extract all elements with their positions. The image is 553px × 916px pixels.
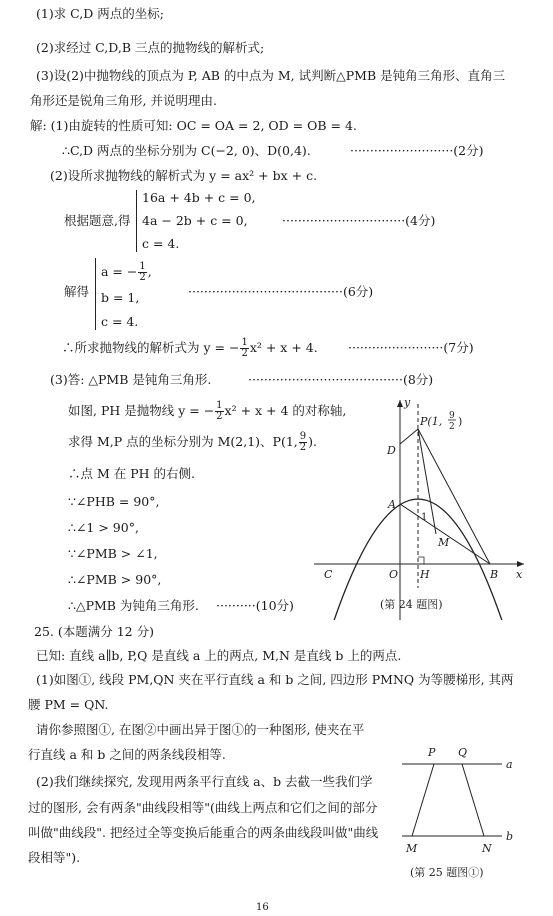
- system-a-eq-2: 4a − 2b + c = 0,: [142, 213, 248, 228]
- solution-line-6: 如图, PH 是抛物线 y = − $\frac{1}{2}$ x² + x + 4 的对称轴,: [68, 400, 347, 422]
- label-p-close: ): [458, 415, 463, 428]
- segment-pb: [418, 429, 490, 564]
- question-2: (2)求经过 C,D,B 三点的抛物线的解析式;: [36, 40, 265, 55]
- solution-line-13: ∴△PMB 为钝角三角形.: [68, 598, 199, 613]
- score-2: ··························(2分): [350, 143, 484, 158]
- page-number: 16: [256, 902, 269, 913]
- system-b-brace: [95, 258, 96, 330]
- label-q: Q: [458, 746, 468, 759]
- solution-line-5: (3)答: △PMB 是钝角三角形.: [50, 372, 212, 387]
- solution-line-12: ∴∠PMB > 90°,: [68, 572, 162, 587]
- right-angle-mark: [418, 557, 424, 564]
- problem-25-line-6: (2)我们继续探究, 发现用两条平行直线 a、b 去截一些我们学: [36, 774, 373, 789]
- label-o: O: [389, 568, 399, 581]
- label-b: B: [490, 568, 499, 581]
- solution-line-1: 解: (1)由旋转的性质可知: OC = OA = 2, OD = OB = 4.: [30, 118, 357, 133]
- score-7: ························(7分): [348, 340, 474, 355]
- problem-25-line-4: 请你参照图①, 在图②中画出异于图①的一种图形, 使夹在平: [36, 722, 365, 737]
- solution-line-11: ∵∠PMB > ∠1,: [68, 546, 158, 561]
- label-n: N: [482, 842, 492, 855]
- segment-qn: [462, 764, 484, 836]
- system-a-brace: [136, 190, 137, 252]
- question-3-line-b: 角形还是锐角三角形, 并说明理由.: [30, 93, 217, 108]
- segment-pm: [412, 764, 434, 836]
- solution-line-9: ∵∠PHB = 90°,: [68, 494, 160, 509]
- label-a: a: [506, 758, 513, 771]
- label-angle-1: 1: [421, 512, 428, 523]
- label-y: y: [404, 396, 411, 409]
- system-a-eq-1: 16a + 4b + c = 0,: [142, 190, 256, 205]
- solution-line-10: ∴∠1 > 90°,: [68, 520, 139, 535]
- label-p: P(1,: [420, 415, 443, 428]
- problem-25-line-3: 腰 PM = QN.: [28, 697, 109, 712]
- question-3-line-a: (3)设(2)中抛物线的顶点为 P, AB 的中点为 M, 试判断△PMB 是钝角三角形、直角三: [36, 68, 506, 83]
- system-b-eq-3: c = 4.: [101, 314, 139, 329]
- score-4: ·······························(4分): [282, 213, 436, 228]
- score-8: ·······································(8分): [248, 372, 434, 387]
- fraction: $\frac{9}{2}$: [299, 431, 307, 453]
- x-axis-arrow-icon: [517, 561, 524, 567]
- fraction: $\frac{1}{2}$: [216, 400, 223, 422]
- system-a-label: 根据题意,得: [64, 213, 131, 228]
- label-p-den: 2: [449, 422, 455, 432]
- problem-25-line-1: 已知: 直线 a∥b, P,Q 是直线 a 上的两点, M,N 是直线 b 上的两点.: [36, 648, 402, 663]
- problem-25-line-5: 行直线 a 和 b 之间的两条线段相等.: [28, 747, 226, 762]
- figure-25: [398, 740, 522, 885]
- score-10: ··········(10分): [216, 598, 294, 613]
- score-6: ·······································(6分): [188, 284, 374, 299]
- problem-25-line-7: 过的图形, 会有两条"曲线段相等"(曲线上两点和它们之间的部分: [28, 800, 378, 815]
- fraction: $\frac{1}{2}$: [139, 261, 146, 283]
- figure-24: [308, 392, 530, 624]
- solution-line-8: ∴点 M 在 PH 的右侧.: [68, 466, 195, 481]
- solution-line-4: ∴所求抛物线的解析式为 y = − $\frac{1}{2}$ x² + x + 4.: [62, 337, 318, 359]
- question-1: (1)求 C,D 两点的坐标;: [36, 6, 164, 21]
- label-h: H: [420, 568, 430, 581]
- figure-25-caption: (第 25 题图①): [410, 866, 484, 879]
- label-p-num: 9: [449, 411, 455, 421]
- segment-pd: [400, 429, 418, 444]
- problem-25-line-8: 叫做"曲线段". 把经过全等变换后能重合的两条曲线段叫做"曲线: [28, 825, 379, 840]
- y-axis-arrow-icon: [397, 400, 403, 407]
- system-b-eq-1: a = − $\frac{1}{2}$ ,: [101, 261, 152, 283]
- segment-ab: [400, 504, 490, 564]
- label-a: A: [388, 498, 396, 511]
- solution-line-7: 求得 M,P 点的坐标分别为 M(2,1)、P(1, $\frac{9}{2}$ ).: [68, 431, 317, 453]
- problem-25-line-2: (1)如图①, 线段 PM,QN 夹在平行直线 a 和 b 之间, 四边形 PMNQ 为等腰梯形, 其两: [36, 672, 514, 687]
- system-b-label: 解得: [64, 284, 90, 299]
- system-a-eq-3: c = 4.: [142, 236, 180, 251]
- label-m: M: [406, 842, 418, 855]
- label-m: M: [438, 536, 450, 549]
- solution-line-3: (2)设所求抛物线的解析式为 y = ax² + bx + c.: [50, 168, 318, 183]
- label-x: x: [516, 568, 523, 581]
- system-b-eq-2: b = 1,: [101, 290, 140, 305]
- label-d: D: [387, 444, 396, 457]
- problem-25-title: 25. (本题满分 12 分): [34, 624, 154, 639]
- label-b: b: [506, 830, 514, 843]
- fraction: $\frac{1}{2}$: [241, 337, 248, 359]
- problem-25-line-9: 段相等").: [28, 850, 81, 865]
- solution-line-2: ∴C,D 两点的坐标分别为 C(−2, 0)、D(0,4).: [62, 143, 311, 158]
- label-c: C: [324, 568, 333, 581]
- label-p: P: [428, 746, 436, 759]
- figure-24-caption: (第 24 题图): [380, 598, 443, 611]
